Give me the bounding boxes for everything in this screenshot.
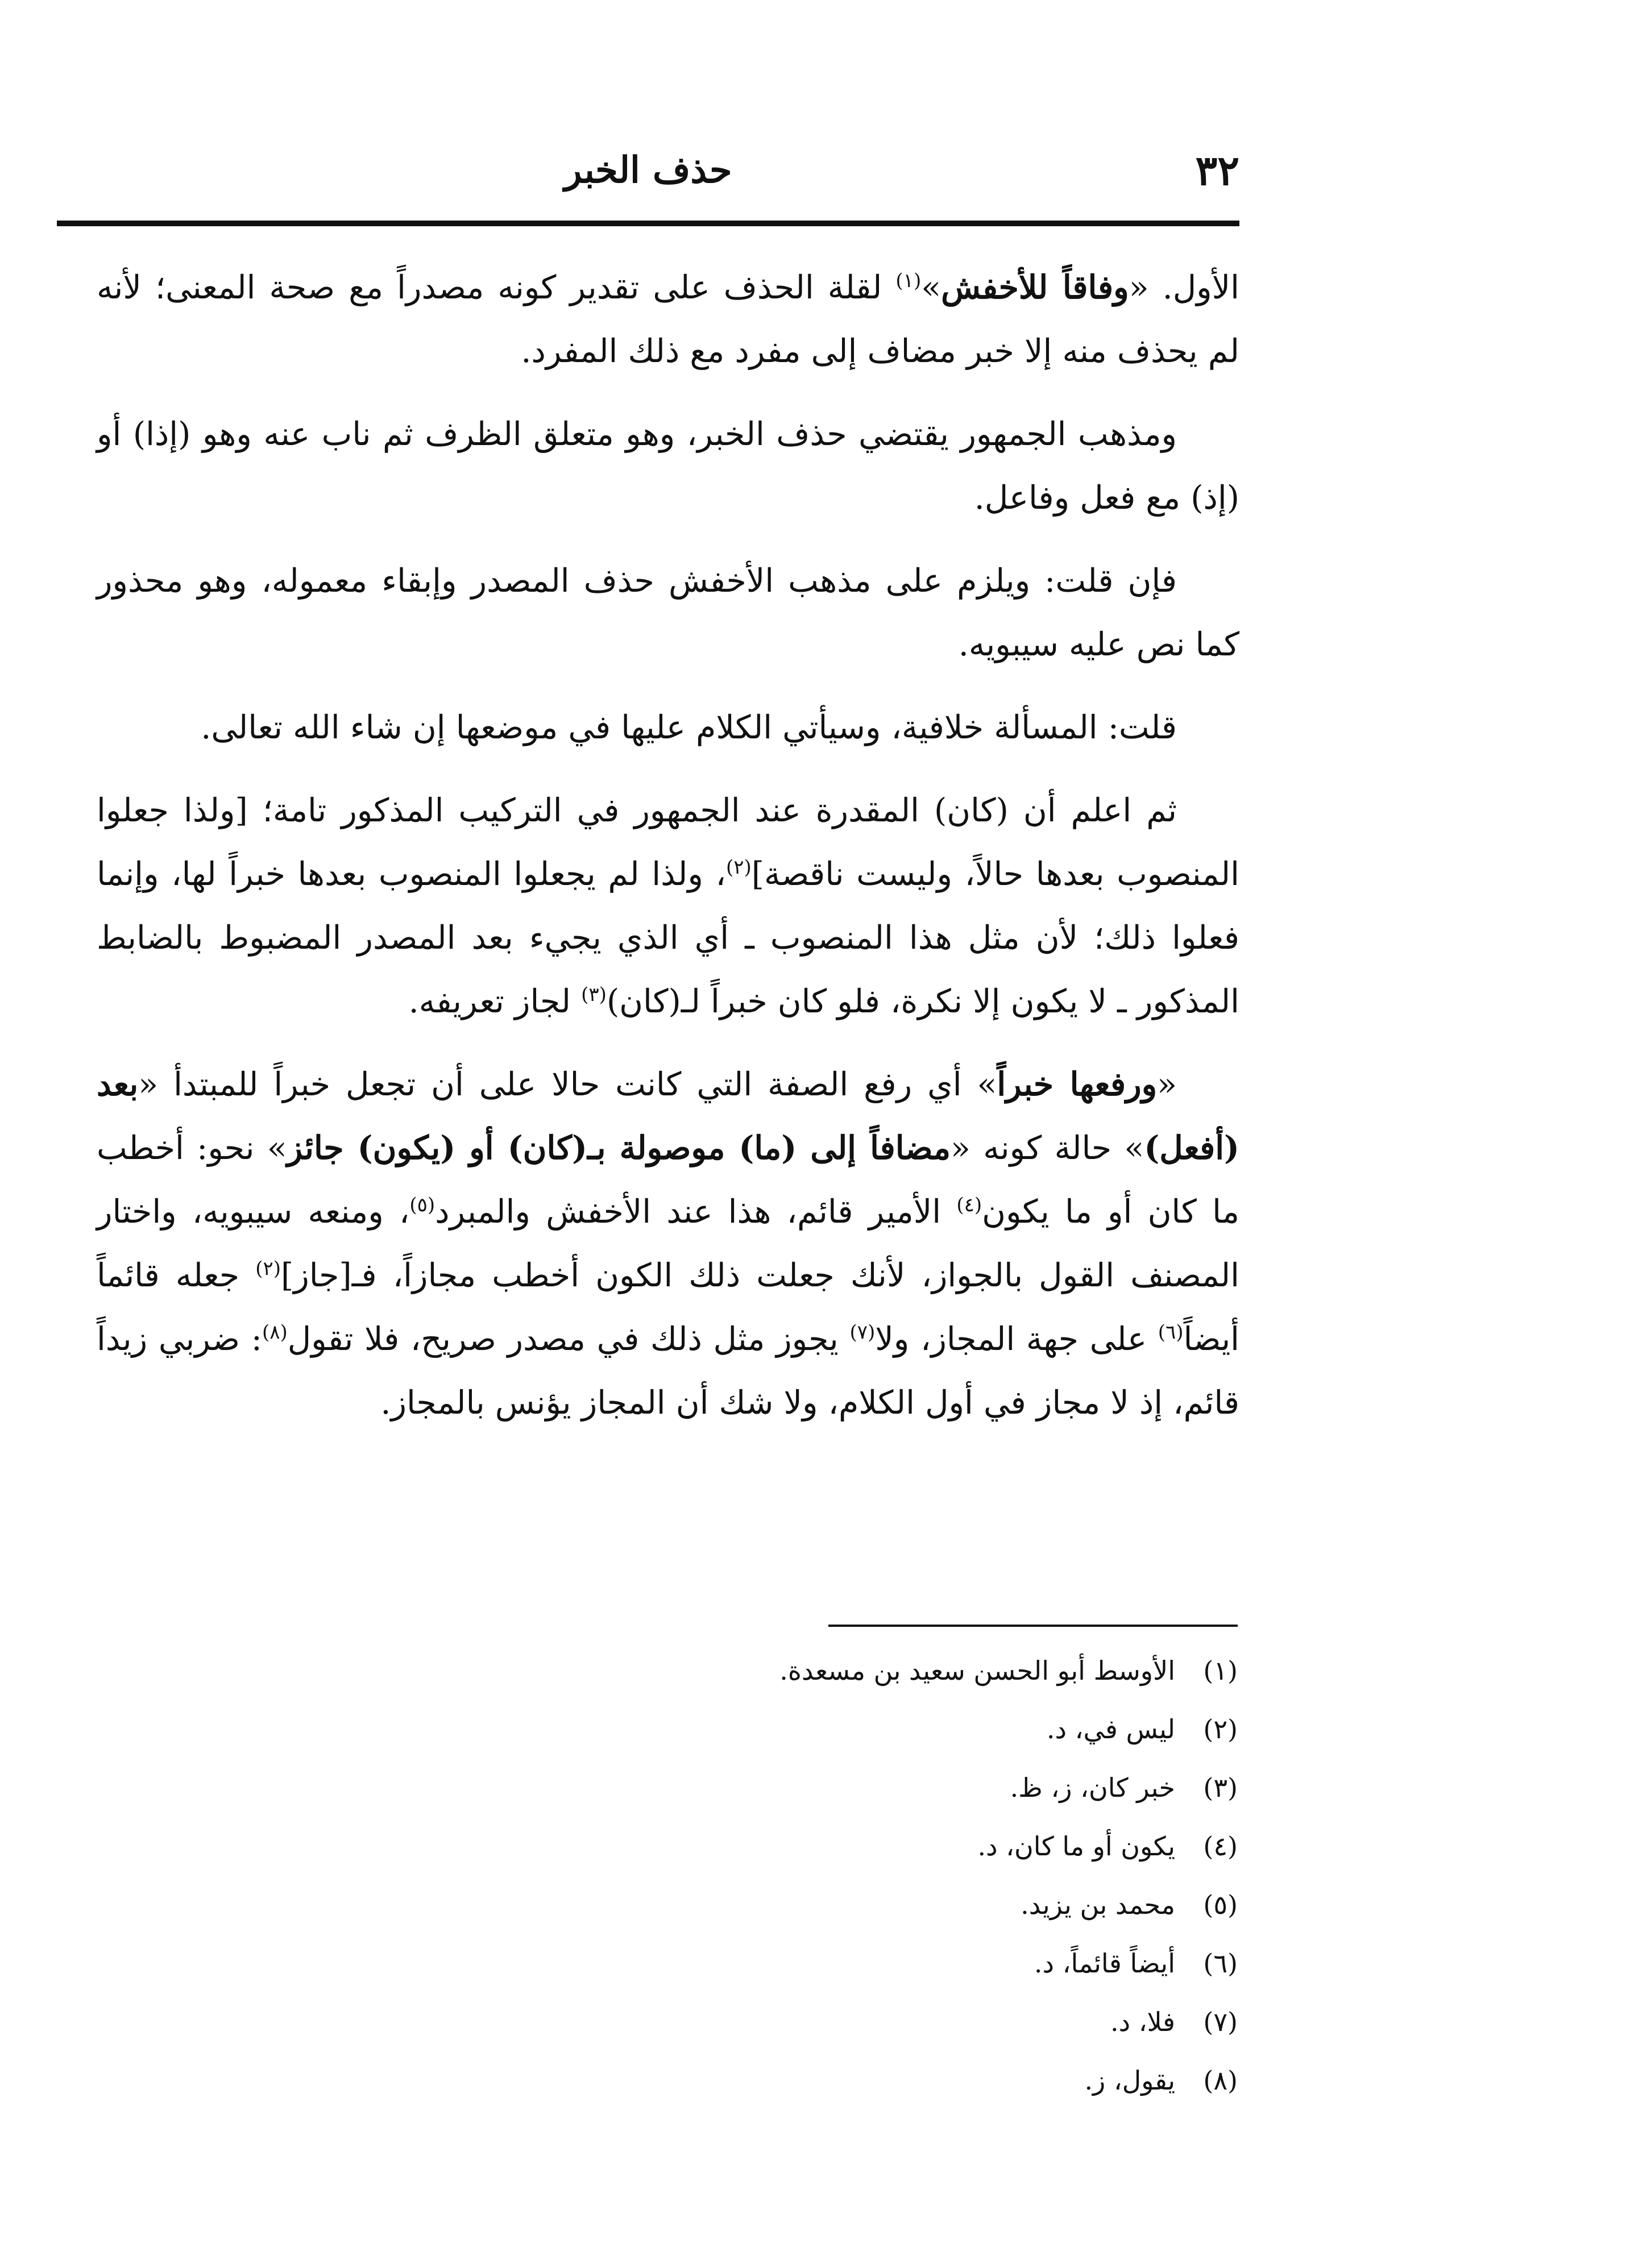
paragraph (97, 1053, 1239, 1435)
text-run: ثم اعلم أن (كان) المقدرة عند الجمهور في التركيب المذكور تامة؛ [ولذا جعلوا المنصوب بعدها حالاً، وليست ناقصة] (97, 792, 1240, 893)
footnote-item (442, 1759, 1238, 1817)
footnote-reference: (٣) (581, 983, 607, 1006)
text-run: ، ومنعه سيبويه، واختار المصنف القول بالجواز، لأنك جعلت ذلك الكون أخطب مجازاً، فـ[جاز] (97, 1193, 1239, 1294)
footnote-reference: (٢) (255, 1257, 281, 1280)
footnote-text: ليس في، د. (1046, 1714, 1175, 1744)
footnote-text: محمد بن يزيد. (1021, 1889, 1175, 1920)
footnote-number: (٦) (1203, 1948, 1238, 1979)
text-run: » حالة كونه « (951, 1129, 1144, 1167)
page-number: ٣٢ (1195, 146, 1239, 194)
paragraph (97, 549, 1239, 676)
footnote-separator (828, 1625, 1238, 1627)
text-run: : ضربي زيداً قائم، إذ لا مجاز في أول الكلام، ولا شك أن المجاز يؤنس بالمجاز. (97, 1320, 1239, 1422)
text-run: ومذهب الجمهور يقتضي حذف الخبر، وهو متعلق الظرف ثم ناب عنه وهو (إذا) أو (إذ) مع فعل وفاعل. (97, 416, 1239, 517)
emphasized-text: مضافاً إلى (ما) موصولة بـ(كان) أو (يكون) جائز (287, 1129, 951, 1167)
footnote-number: (٣) (1203, 1772, 1238, 1803)
footnote-item (442, 1642, 1238, 1700)
main-text (97, 256, 1239, 1454)
text-run: « (1157, 1066, 1177, 1103)
footnote-number: (٧) (1203, 2007, 1238, 2037)
footnote-reference: (٦) (1158, 1321, 1184, 1344)
footnote-reference: (٨) (262, 1321, 288, 1344)
page-header (57, 131, 1239, 210)
text-run: فإن قلت: ويلزم على مذهب الأخفش حذف المصدر وإبقاء معموله، وهو محذور كما نص عليه سيبويه. (97, 562, 1239, 663)
text-run: جعله قائماً أيضاً (97, 1257, 1240, 1358)
footnote-text: يكون أو ما كان، د. (977, 1831, 1175, 1862)
footnote-item (442, 2051, 1238, 2110)
paragraph (97, 779, 1239, 1033)
footnote-reference: (٢) (725, 856, 752, 879)
text-run: لجاز تعريفه. (408, 983, 582, 1020)
text-run: » أي رفع الصفة التي كانت حالا على أن تجعل خبراً للمبتدأ « (138, 1066, 997, 1103)
text-run: لقلة الحذف على تقدير كونه مصدراً مع صحة المعنى؛ لأنه لم يحذف منه إلا خبر مضاف إلى مفرد مع ذلك المفرد. (97, 269, 1239, 370)
emphasized-text: وفاقاً للأخفش (941, 268, 1129, 306)
footnote-item (442, 1993, 1238, 2051)
footnote-reference: (٥) (409, 1194, 436, 1216)
footnote-item (442, 1934, 1238, 1993)
footnote-number: (٥) (1203, 1889, 1238, 1920)
text-run: قلت: المسألة خلافية، وسيأتي الكلام عليها في موضعها إن شاء الله تعالى. (201, 709, 1177, 746)
paragraph (97, 402, 1239, 530)
footnote-text: فلا، د. (1110, 2007, 1175, 2037)
text-run: » (921, 269, 941, 306)
text-run: ، ولذا لم يجعلوا المنصوب بعدها خبراً لها، وإنما فعلوا ذلك؛ لأن مثل هذا المنصوب ـ أي الذي يجيء بعد المصدر المضبوط بالضابط المذكور ـ لا يكون إلا نكرة، فلو كان خبراً لـ(كان) (97, 855, 1239, 1020)
footnote-item (442, 1700, 1238, 1759)
footnote-text: خبر كان، ز، ظ. (1010, 1772, 1175, 1803)
footnote-reference: (٤) (956, 1194, 982, 1216)
footnote-text: أيضاً قائماً، د. (1034, 1948, 1175, 1979)
footnote-item (442, 1876, 1238, 1934)
header-rule (57, 221, 1239, 226)
text-run: على جهة المجاز، ولا (875, 1320, 1158, 1358)
footnote-number: (٤) (1203, 1831, 1238, 1862)
running-title: حذف الخبر (564, 149, 732, 192)
footnote-item (442, 1817, 1238, 1876)
footnote-reference: (٧) (849, 1321, 876, 1344)
footnote-reference: (١) (895, 269, 922, 292)
text-run: الأول. « (1129, 269, 1239, 306)
text-run: » نحو: أخطب ما كان أو ما يكون (97, 1129, 1240, 1231)
footnote-number: (٢) (1203, 1714, 1238, 1744)
paragraph (97, 696, 1239, 759)
emphasized-text: بعد (أفعل) (97, 1065, 1240, 1167)
footnotes-list (442, 1642, 1238, 2110)
text-run: يجوز مثل ذلك في مصدر صريح، فلا تقول (287, 1320, 850, 1358)
footnote-number: (١) (1203, 1655, 1238, 1686)
emphasized-text: ورفعها خبراً (997, 1065, 1158, 1103)
footnote-text: الأوسط أبو الحسن سعيد بن مسعدة. (779, 1655, 1175, 1686)
footnote-text: يقول، ز. (1084, 2065, 1175, 2096)
footnote-number: (٨) (1203, 2065, 1238, 2096)
paragraph (97, 256, 1239, 383)
text-run: الأمير قائم، هذا عند الأخفش والمبرد (435, 1193, 957, 1231)
